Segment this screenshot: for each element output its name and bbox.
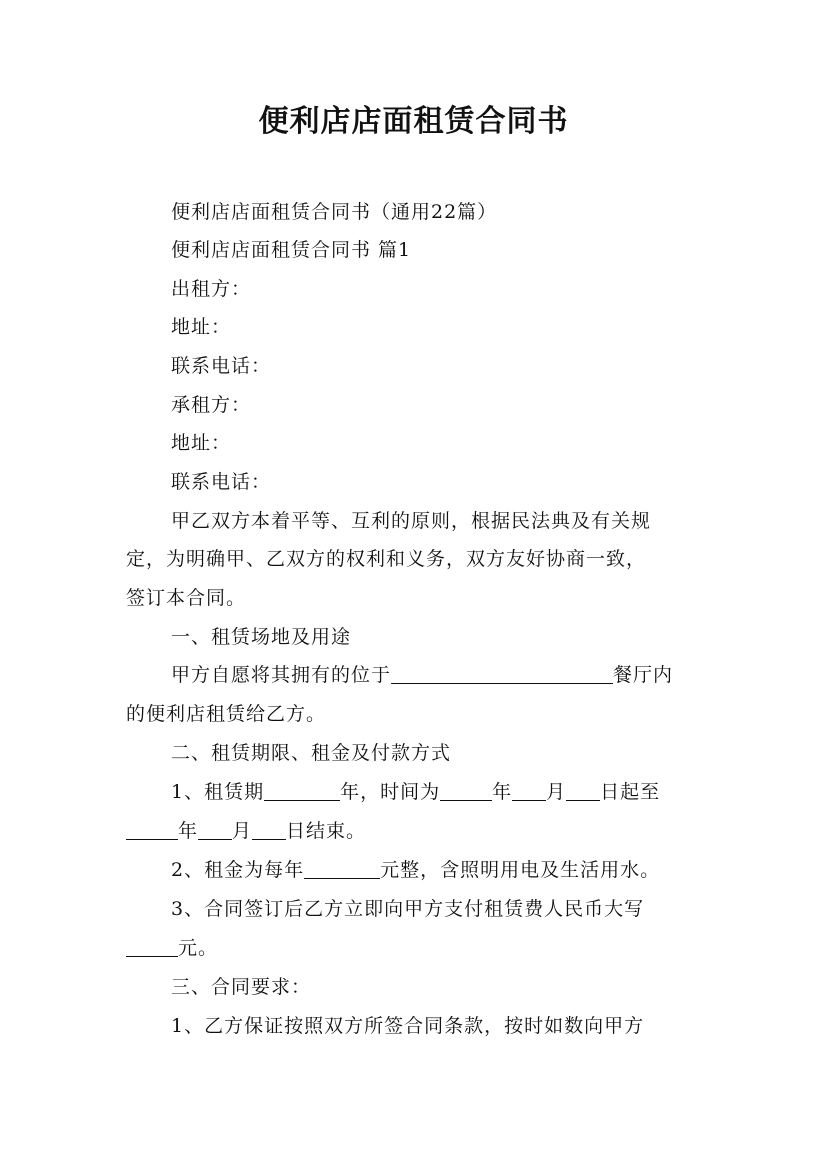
intro-paragraph-line-2: 定，为明确甲、乙双方的权利和义务，双方友好协商一致， <box>126 548 647 570</box>
section-2-item-1-line-1 <box>171 777 660 807</box>
fill-blank-years <box>264 780 340 801</box>
fill-blank-end-year <box>126 819 178 840</box>
fill-blank-start-year <box>440 780 492 801</box>
subtitle: 便利店店面租赁合同书（通用22篇） <box>171 201 498 223</box>
lessor-phone-label: 联系电话： <box>171 355 272 377</box>
text-run: 年，时间为 <box>340 781 441 803</box>
text-run: 年 <box>178 820 199 842</box>
lessor-label: 出租方： <box>171 278 252 300</box>
fill-blank-end-day <box>252 819 286 840</box>
section-1-paragraph-line-1 <box>171 660 673 690</box>
fill-blank-amount-in-words <box>126 936 178 957</box>
fill-blank-location <box>391 663 613 684</box>
text-run: 日结束。 <box>286 820 367 842</box>
lessee-address-label: 地址： <box>171 432 232 454</box>
section-3-item-1-line-1: 1、乙方保证按照双方所签合同条款，按时如数向甲方 <box>171 1015 645 1037</box>
fill-blank-start-day <box>566 780 600 801</box>
section-2-item-3-line-1: 3、合同签订后乙方立即向甲方支付租赁费人民币大写 <box>171 898 645 920</box>
text-run: 甲方自愿将其拥有的位于 <box>171 664 392 686</box>
intro-paragraph-line-1: 甲乙双方本着平等、互利的原则，根据民法典及有关规 <box>171 510 652 532</box>
fill-blank-annual-rent <box>304 858 380 879</box>
text-run: 年 <box>492 781 513 803</box>
text-run: 餐厅内 <box>613 664 674 686</box>
fill-blank-start-month <box>512 780 546 801</box>
text-run: 月 <box>232 820 253 842</box>
fill-blank-end-month <box>198 819 232 840</box>
section-1-heading: 一、租赁场地及用途 <box>171 626 352 648</box>
intro-paragraph-line-3: 签订本合同。 <box>126 587 247 609</box>
lessee-phone-label: 联系电话： <box>171 471 272 493</box>
text-run: 月 <box>546 781 567 803</box>
text-run: 1、租赁期 <box>171 781 265 803</box>
text-run: 元。 <box>178 937 219 959</box>
text-run: 元整，含照明用电及生活用水。 <box>380 859 661 881</box>
document-title: 便利店店面租赁合同书 <box>258 104 569 139</box>
section-3-heading: 三、合同要求： <box>171 976 312 998</box>
section-2-item-2 <box>171 855 660 885</box>
section-2-item-1-line-2 <box>126 816 366 846</box>
text-run: 日起至 <box>600 781 661 803</box>
text-run: 2、租金为每年 <box>171 859 305 881</box>
section-2-heading: 二、租赁期限、租金及付款方式 <box>171 742 452 764</box>
section-1-paragraph-line-2: 的便利店租赁给乙方。 <box>126 703 327 725</box>
chapter-heading: 便利店店面租赁合同书 篇1 <box>171 239 412 261</box>
lessee-label: 承租方： <box>171 394 252 416</box>
lessor-address-label: 地址： <box>171 316 232 338</box>
section-2-item-3-line-2 <box>126 933 218 963</box>
